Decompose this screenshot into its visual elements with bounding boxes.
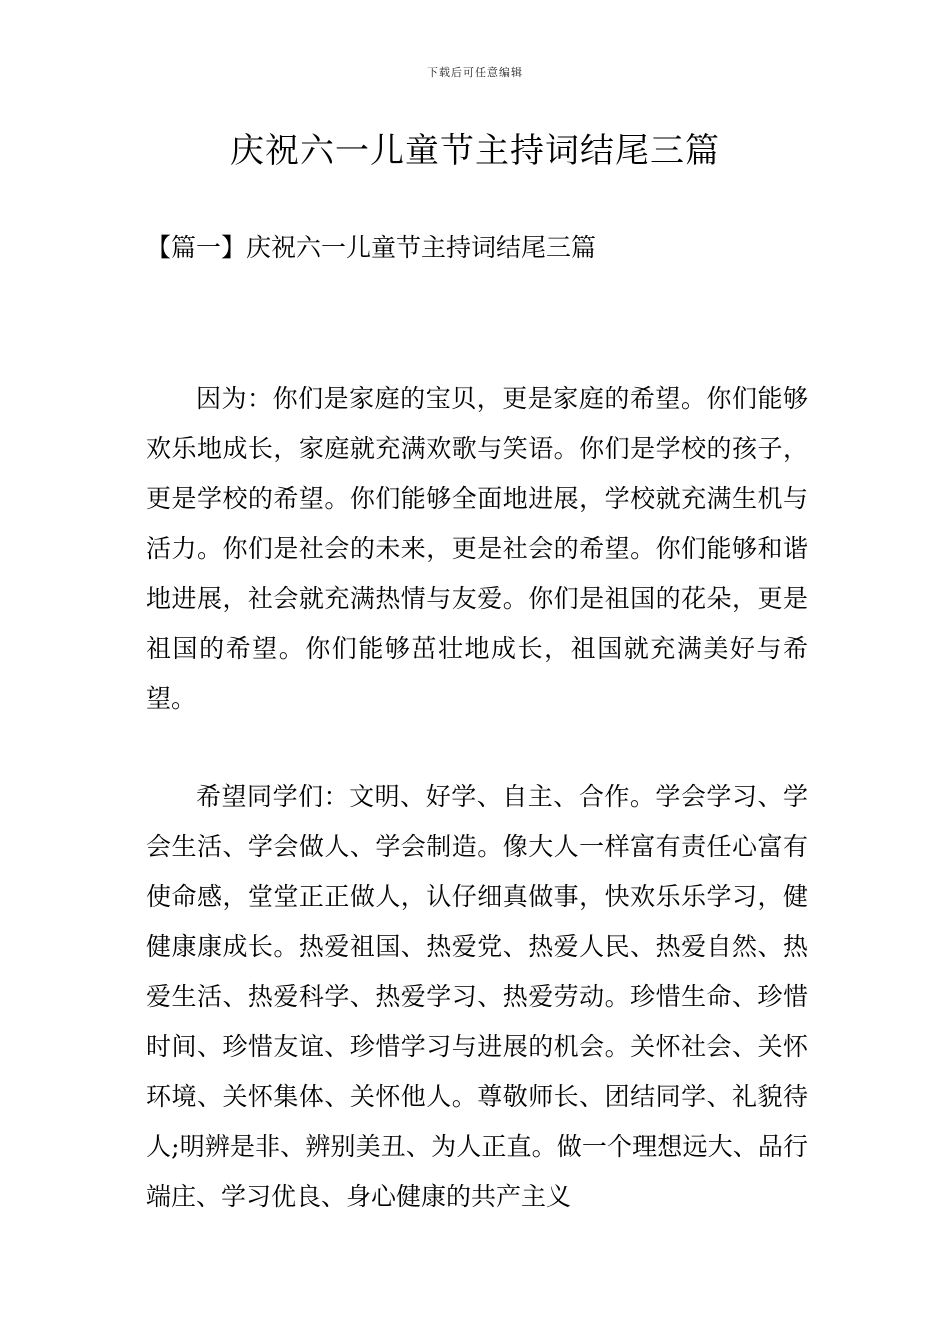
document-title: 庆祝六一儿童节主持词结尾三篇	[230, 131, 720, 171]
header-note: 下载后可任意编辑	[427, 66, 523, 79]
body-paragraph-1: 因为：你们是家庭的宝贝，更是家庭的希望。你们能够欢乐地成长，家庭就充满欢歌与笑语。你们是学校的孩子，更是学校的希望。你们能够全面地进展，学校就充满生机与活力。你们是社会的未来，更是社会的希望。你们能够和谐地进展，社会就充满热情与友爱。你们是祖国的花朵，更是祖国的希望。你们能够茁壮地成长，祖国就充满美好与希望。	[146, 384, 808, 713]
section-heading: 【篇一】庆祝六一儿童节主持词结尾三篇	[146, 233, 597, 262]
body-paragraph-2: 希望同学们：文明、好学、自主、合作。学会学习、学会生活、学会做人、学会制造。像大人一样富有责任心富有使命感，堂堂正正做人，认仔细真做事，快欢乐乐学习，健健康康成长。热爱祖国、热爱党、热爱人民、热爱自然、热爱生活、热爱科学、热爱学习、热爱劳动。珍惜生命、珍惜时间、珍惜友谊、珍惜学习与进展的机会。关怀社会、关怀环境、关怀集体、关怀他人。尊敬师长、团结同学、礼貌待人;明辨是非、辨别美丑、为人正直。做一个理想远大、品行端庄、学习优良、身心健康的共产主义	[146, 782, 808, 1211]
